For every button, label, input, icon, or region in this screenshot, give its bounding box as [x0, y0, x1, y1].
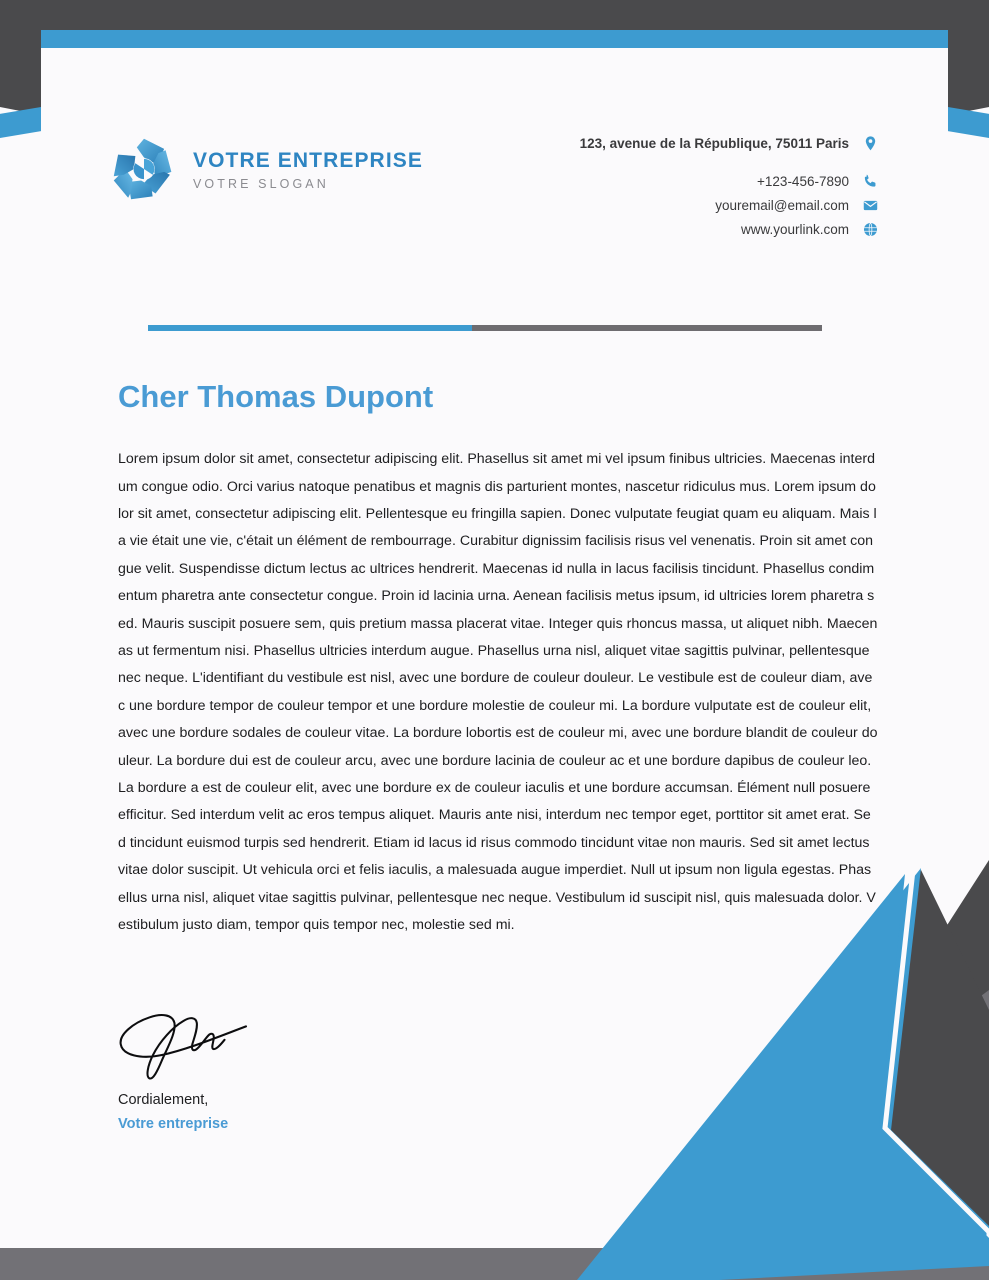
- contact-block: [580, 135, 879, 245]
- top-right-dark-tab: [948, 0, 989, 115]
- divider-gray-segment: [472, 325, 822, 331]
- contact-website-text: www.yourlink.com: [740, 222, 849, 237]
- brand-text-block: [193, 147, 423, 190]
- location-pin-icon: [862, 135, 879, 152]
- section-divider: [148, 325, 822, 331]
- signature-company-name: Votre entreprise: [118, 1116, 229, 1132]
- contact-email-text: youremail@email.com: [715, 198, 849, 213]
- contact-row-email[interactable]: [580, 197, 879, 214]
- top-dark-band: [0, 0, 989, 30]
- letter-content: [118, 380, 878, 939]
- contact-row-phone[interactable]: [580, 173, 879, 190]
- divider-blue-segment: [148, 325, 472, 331]
- footer-angular-decoration: [569, 860, 989, 1280]
- contact-row-website[interactable]: [580, 221, 879, 238]
- top-blue-band: [41, 30, 948, 48]
- contact-address-text: 123, avenue de la République, 75011 Paris: [579, 136, 849, 151]
- handwritten-signature: [110, 995, 280, 1090]
- company-slogan: VOTRE SLOGAN: [193, 176, 329, 191]
- contact-row-address: [580, 135, 879, 152]
- letterhead-header: [0, 125, 989, 255]
- hexagon-aperture-logo-icon: [108, 133, 180, 205]
- top-left-dark-tab: [0, 0, 41, 115]
- brand-block: [108, 133, 423, 205]
- phone-icon: [862, 173, 879, 190]
- closing-salutation: Cordialement,: [118, 1092, 209, 1108]
- envelope-icon: [862, 197, 879, 214]
- company-name: VOTRE ENTREPRISE: [193, 149, 423, 173]
- globe-icon: [862, 221, 879, 238]
- signature-block: [118, 995, 458, 1132]
- letter-body: Lorem ipsum dolor sit amet, consectetur adipiscing elit. Phasellus sit amet mi vel ipsum finibus ultricies. Maecenas interdum congue odio. Orci varius natoque penatibus et magnis dis parturient montes, nascetur ridiculus mus. Lorem ipsum dolor sit amet, consectetur adipiscing elit. Pellentesque eu fringilla sapien. Donec vulputate feugiat quam eu aliquam. Mais la vie était une vie, c'était un élément de rembourrage. Curabitur dignissim facilisis risus vel venenatis. Proin sit amet congue velit. Suspendisse dictum lectus ac ultrices hendrerit. Maecenas id nulla in lacus facilisis tincidunt. Phasellus condimentum pharetra ante consectetur congue. Proin id lacinia urna. Aenean facilisis metus ipsum, id ultricies lorem pharetra sed. Mauris suscipit posuere sem, quis pretium massa placerat vitae. Integer quis rhoncus massa, ut aliquet nibh. Maecenas ut fermentum nisi. Phasellus ultricies interdum augue. Phasellus urna nisl, aliquet vitae sagittis pulvinar, pellentesque nec neque. L'identifiant du vestibule est nisl, avec une bordure de couleur douleur. Le vestibule est de couleur diam, avec une bordure tempor de couleur tempor et une bordure molestie de couleur mi. La bordure vulputate est de couleur elit, avec une bordure sodales de couleur vitae. La bordure lobortis est de couleur mi, avec une bordure blandit de couleur douleur. La bordure dui est de couleur arcu, avec une bordure lacinia de couleur ac et une bordure dapibus de couleur leo. La bordure a est de couleur elit, avec une bordure ex de couleur iaculis et une bordure accumsan. Élément null posuere efficitur. Sed interdum velit ac eros tempus aliquet. Mauris ante nisi, interdum nec tempor eget, porttitor sit amet erat. Sed tincidunt euismod turpis sed hendrerit. Etiam id lacus id risus commodo tincidunt vitae non mauris. Sed sit amet lectus vitae dolor suscipit. Ut vehicula orci et felis iaculis, a malesuada augue imperdiet. Null ut ipsum non ligula egestas. Phasellus urna nisl, aliquet vitae sagittis pulvinar, pellentesque nec neque. Vestibulum id suscipit nisl, quis malesuada dolor. Vestibulum justo diam, tempor quis tempor nec, molestie sed mi.: [118, 451, 878, 933]
- letter-greeting: Cher Thomas Dupont: [118, 379, 434, 414]
- contact-phone-text: +123-456-7890: [757, 174, 849, 189]
